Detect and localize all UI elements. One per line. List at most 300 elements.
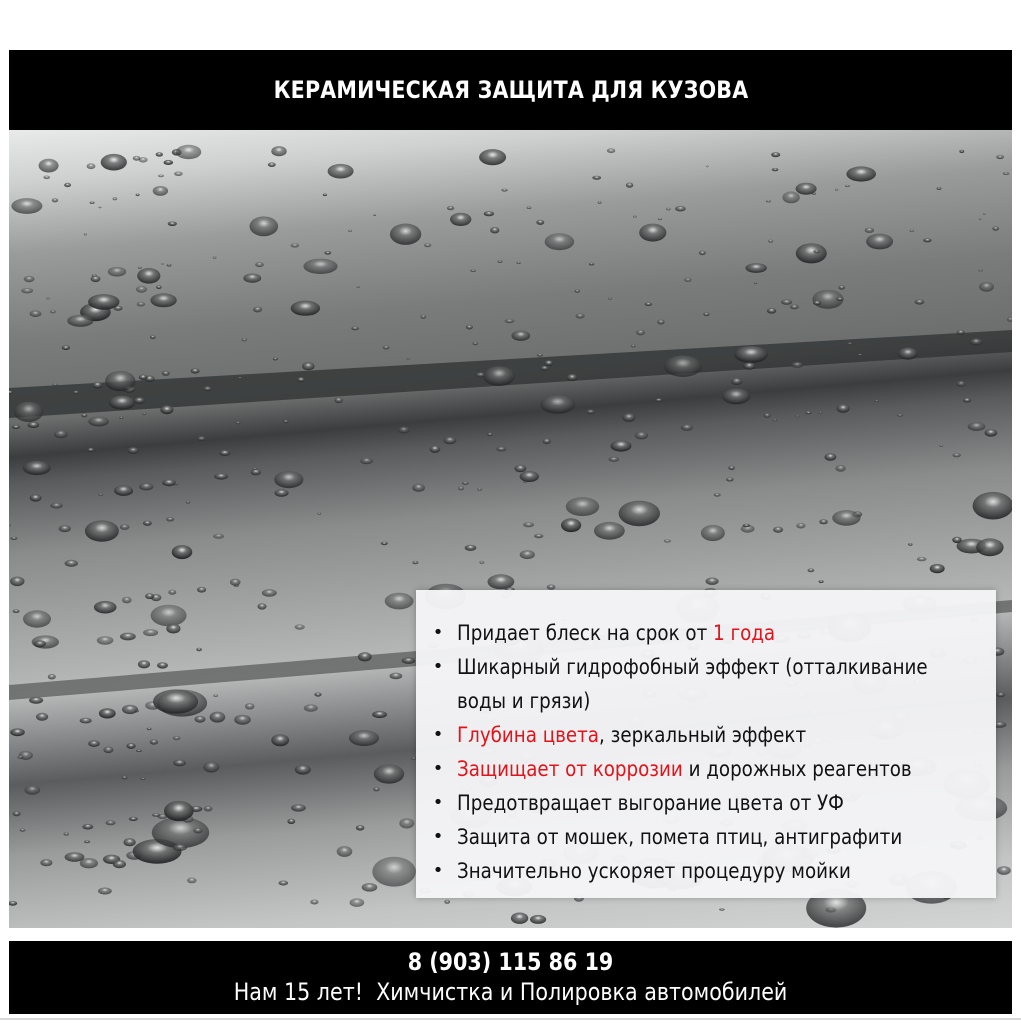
- water-droplet: [781, 299, 792, 304]
- water-droplet: [372, 857, 416, 887]
- water-droplet: [462, 482, 469, 485]
- water-droplet: [477, 488, 482, 491]
- water-droplet: [234, 715, 251, 725]
- footer-bar: [9, 941, 1012, 1014]
- water-droplet: [34, 640, 46, 647]
- water-droplet: [303, 259, 337, 274]
- water-droplet: [213, 694, 218, 697]
- water-droplet: [138, 660, 150, 668]
- water-droplet: [622, 413, 635, 422]
- water-droplet: [310, 900, 318, 905]
- water-droplet: [540, 395, 575, 414]
- water-droplet: [203, 386, 212, 391]
- water-droplet: [520, 550, 535, 559]
- water-droplet: [420, 315, 426, 319]
- water-droplet: [837, 404, 850, 413]
- water-droplet: [143, 629, 158, 636]
- benefit-text: [457, 854, 851, 888]
- water-droplet: [458, 486, 464, 490]
- benefit-item: [428, 650, 978, 718]
- water-droplet: [968, 422, 986, 431]
- water-droplet: [11, 198, 42, 214]
- water-droplet: [59, 525, 71, 532]
- benefit-highlight: Глубина цвета: [457, 723, 600, 747]
- bullet-icon: •: [432, 656, 444, 677]
- water-droplet: [470, 269, 476, 272]
- benefit-text: [457, 752, 912, 786]
- water-droplet: [598, 201, 602, 204]
- water-droplet: [953, 453, 961, 457]
- water-droplet: [9, 524, 11, 526]
- water-droplet: [88, 294, 119, 310]
- water-droplet: [196, 648, 202, 652]
- water-droplet: [48, 674, 56, 680]
- water-droplet: [23, 461, 51, 475]
- water-droplet: [412, 484, 425, 492]
- water-droplet: [819, 411, 822, 413]
- water-droplet: [544, 360, 553, 366]
- benefit-segment: Значительно ускоряет процедуру мойки: [457, 859, 851, 883]
- benefit-segment: воды и грязи): [457, 689, 591, 713]
- water-droplet: [172, 545, 193, 559]
- water-droplet: [633, 216, 637, 218]
- water-droplet: [979, 218, 982, 219]
- water-droplet: [314, 692, 321, 696]
- water-droplet: [324, 251, 331, 255]
- water-droplet: [167, 264, 172, 266]
- water-droplet: [447, 206, 454, 210]
- water-droplet: [636, 330, 645, 336]
- water-droplet: [402, 657, 416, 664]
- water-droplet: [287, 819, 295, 824]
- benefit-segment: , зеркальный эффект: [599, 723, 807, 747]
- water-droplet: [80, 718, 92, 724]
- water-droplet: [214, 473, 228, 479]
- water-droplet: [374, 764, 404, 784]
- water-droplet: [274, 489, 288, 496]
- water-droplet: [14, 402, 43, 422]
- water-droplet: [106, 820, 116, 825]
- water-droplet: [141, 778, 146, 780]
- water-droplet: [398, 427, 410, 434]
- water-droplet: [213, 256, 217, 259]
- water-droplet: [43, 176, 50, 180]
- water-droplet: [1007, 317, 1012, 322]
- water-droplet: [639, 224, 666, 242]
- water-droplet: [664, 355, 702, 377]
- water-droplet: [36, 713, 48, 721]
- water-droplet: [835, 465, 845, 472]
- water-droplet: [589, 263, 594, 266]
- bullet-icon: •: [432, 724, 444, 745]
- benefit-segment: Придает блеск на срок от: [457, 621, 714, 645]
- water-droplet: [505, 319, 515, 323]
- water-droplet: [845, 185, 850, 187]
- water-droplet: [743, 363, 755, 370]
- water-droplet: [124, 838, 136, 846]
- water-droplet: [631, 345, 636, 348]
- water-droplet: [655, 398, 662, 401]
- water-droplet: [291, 804, 306, 811]
- bottom-divider: [0, 1018, 1021, 1020]
- water-droplet: [67, 315, 93, 327]
- water-droplet: [490, 227, 499, 233]
- water-droplet: [796, 415, 800, 417]
- benefit-item: [428, 786, 978, 820]
- page-title: КЕРАМИЧЕСКАЯ ЗАЩИТА ДЛЯ КУЗОВА: [273, 76, 748, 104]
- water-droplet: [87, 448, 94, 452]
- benefit-item: [428, 854, 978, 888]
- water-droplet: [734, 346, 768, 363]
- water-droplet: [979, 282, 994, 292]
- water-droplet: [113, 197, 118, 200]
- water-droplet: [93, 382, 103, 389]
- water-droplet: [763, 413, 770, 418]
- water-droplet: [479, 561, 484, 564]
- water-droplet: [1003, 172, 1010, 175]
- water-droplet: [963, 398, 971, 403]
- water-droplet: [915, 299, 925, 304]
- water-droplet: [84, 233, 87, 235]
- water-droplet: [772, 168, 779, 171]
- water-droplet: [271, 146, 286, 156]
- water-droplet: [626, 183, 633, 188]
- water-droplet: [875, 400, 879, 402]
- water-droplet: [523, 522, 534, 527]
- water-droplet: [197, 436, 206, 441]
- water-droplet: [46, 298, 49, 300]
- water-droplet: [372, 711, 387, 718]
- water-droplet: [496, 447, 506, 452]
- water-droplet: [230, 579, 241, 586]
- water-droplet: [136, 286, 147, 293]
- water-droplet: [537, 354, 543, 357]
- water-droplet: [754, 282, 757, 284]
- water-droplet: [168, 590, 176, 595]
- benefit-segment: Предотвращает выгорание цвета от УФ: [457, 791, 844, 815]
- water-droplet: [81, 413, 87, 417]
- bullet-icon: •: [432, 826, 444, 847]
- water-droplet: [407, 358, 410, 360]
- water-droplet: [164, 801, 194, 821]
- water-droplet: [701, 525, 725, 541]
- water-droplet: [323, 194, 327, 197]
- water-droplet: [657, 320, 664, 325]
- water-droplet: [957, 330, 965, 335]
- water-droplet: [835, 189, 838, 191]
- water-droplet: [608, 297, 612, 299]
- water-droplet: [714, 493, 721, 497]
- water-droplet: [959, 150, 964, 153]
- benefit-item: [428, 616, 978, 650]
- water-droplet: [773, 527, 783, 533]
- water-droplet: [773, 419, 778, 421]
- water-droplet: [898, 348, 917, 360]
- water-droplet: [501, 189, 507, 192]
- water-droplet: [466, 325, 473, 330]
- water-droplet: [566, 497, 599, 516]
- water-droplet: [164, 160, 174, 165]
- water-droplet: [973, 492, 1012, 520]
- water-droplet: [534, 534, 543, 538]
- footer-tagline: Нам 15 лет! Химчистка и Полировка автомобилей: [233, 978, 788, 1006]
- benefit-item: [428, 718, 978, 752]
- water-droplet: [137, 302, 145, 307]
- water-droplet: [283, 420, 288, 423]
- water-droplet: [832, 510, 860, 526]
- water-droplet: [479, 149, 506, 165]
- water-droplet: [109, 396, 135, 410]
- water-droplet: [790, 304, 799, 309]
- water-droplet: [847, 342, 853, 345]
- water-droplet: [635, 431, 648, 439]
- water-droplet: [819, 519, 828, 524]
- water-droplet: [722, 389, 750, 405]
- water-droplet: [619, 501, 660, 527]
- water-droplet: [88, 417, 109, 427]
- water-droplet: [675, 206, 686, 212]
- water-droplet: [273, 357, 278, 360]
- water-droplet: [351, 327, 359, 331]
- water-droplet: [838, 285, 845, 289]
- water-droplet: [545, 233, 575, 250]
- water-droplet: [157, 662, 168, 668]
- water-droplet: [813, 301, 821, 306]
- water-droplet: [302, 362, 314, 370]
- water-droplet: [64, 832, 69, 835]
- water-droplet: [498, 260, 503, 263]
- water-droplet: [174, 172, 183, 177]
- water-droplet: [939, 445, 943, 447]
- water-droplet: [808, 568, 815, 572]
- water-droplet: [357, 286, 360, 288]
- water-droplet: [465, 545, 477, 551]
- water-droplet: [268, 162, 276, 167]
- water-droplet: [9, 901, 17, 906]
- water-droplet: [30, 494, 42, 501]
- water-droplet: [99, 493, 104, 496]
- water-droplet: [930, 564, 945, 573]
- water-droplet: [412, 561, 418, 565]
- bullet-icon: •: [432, 792, 444, 813]
- water-droplet: [956, 381, 966, 387]
- water-droplet: [703, 312, 709, 316]
- water-droplet: [99, 708, 116, 718]
- water-droplet: [97, 636, 114, 645]
- water-droplet: [561, 518, 581, 532]
- water-droplet: [250, 216, 279, 236]
- water-droplet: [82, 824, 93, 830]
- water-droplet: [728, 466, 735, 470]
- water-droplet: [540, 366, 549, 371]
- water-droplet: [120, 633, 136, 641]
- benefit-segment: и дорожных реагентов: [682, 757, 912, 781]
- water-droplet: [114, 485, 133, 496]
- water-droplet: [253, 307, 262, 313]
- water-droplet: [17, 756, 23, 759]
- water-droplet: [243, 273, 261, 282]
- water-droplet: [139, 374, 148, 380]
- water-droplet: [98, 207, 101, 209]
- benefits-box: [416, 590, 996, 898]
- water-droplet: [30, 310, 42, 317]
- water-droplet: [291, 243, 300, 247]
- water-droplet: [65, 560, 78, 567]
- water-droplet: [356, 825, 365, 831]
- water-droplet: [87, 163, 96, 169]
- water-droplet: [142, 412, 146, 415]
- water-droplet: [743, 524, 750, 527]
- water-droplet: [279, 881, 289, 886]
- water-droplet: [236, 421, 241, 424]
- benefit-text-continued: [457, 684, 910, 718]
- water-droplet: [158, 175, 164, 178]
- bullet-icon: •: [432, 860, 444, 881]
- water-droplet: [197, 587, 206, 593]
- water-droplet: [348, 230, 352, 232]
- water-droplet: [317, 512, 321, 514]
- water-droplet: [90, 202, 95, 204]
- water-droplet: [923, 238, 931, 242]
- water-droplet: [52, 383, 58, 386]
- phone-number[interactable]: 8 (903) 115 86 19: [407, 948, 614, 976]
- water-droplet: [684, 278, 692, 282]
- water-droplet: [271, 734, 289, 746]
- benefit-text: [457, 616, 775, 650]
- water-droplet: [390, 673, 403, 680]
- water-droplet: [611, 440, 632, 451]
- water-droplet: [917, 557, 927, 561]
- water-droplet: [25, 785, 41, 794]
- water-droplet: [84, 840, 90, 843]
- water-droplet: [12, 425, 20, 429]
- water-droplet: [94, 601, 117, 614]
- water-droplet: [473, 342, 479, 345]
- water-droplet: [360, 458, 373, 465]
- benefit-text: [457, 718, 806, 752]
- water-droplet: [910, 229, 915, 232]
- water-droplet: [819, 580, 824, 583]
- water-droplet: [487, 433, 492, 436]
- water-droplet: [381, 542, 388, 546]
- water-droplet: [160, 405, 173, 414]
- benefit-text: [457, 786, 844, 820]
- benefit-item: [428, 820, 978, 854]
- water-droplet: [162, 479, 176, 486]
- water-droplet: [101, 154, 127, 171]
- water-droplet: [699, 251, 706, 256]
- water-droplet: [796, 183, 817, 195]
- water-droplet: [52, 198, 58, 202]
- water-droplet: [985, 429, 998, 437]
- water-droplet: [527, 206, 532, 209]
- water-droplet: [238, 377, 243, 379]
- water-droplet: [251, 469, 261, 475]
- benefit-segment: Шикарный гидрофобный эффект (отталкивание: [457, 655, 928, 679]
- water-droplet: [213, 534, 224, 539]
- water-droplet: [996, 155, 1004, 159]
- water-droplet: [143, 521, 152, 526]
- water-droplet: [825, 453, 837, 461]
- water-droplet: [13, 811, 21, 816]
- water-droplet: [40, 859, 52, 866]
- water-droplet: [133, 156, 141, 161]
- benefit-segment: Защита от мошек, помета птиц, антиграфити: [457, 825, 903, 849]
- water-droplet: [731, 378, 742, 385]
- water-droplet: [567, 374, 578, 381]
- water-droplet: [866, 234, 893, 250]
- water-droplet: [768, 240, 773, 243]
- water-droplet: [20, 829, 26, 832]
- water-droplet: [151, 605, 187, 627]
- water-droplet: [127, 743, 136, 749]
- water-droplet: [10, 577, 24, 587]
- water-droplet: [173, 736, 181, 740]
- benefit-text: [457, 650, 928, 684]
- water-droplet: [50, 310, 56, 314]
- water-droplet: [767, 308, 776, 314]
- water-droplet: [908, 543, 913, 546]
- water-droplet: [865, 228, 874, 233]
- water-droplet: [976, 538, 1003, 556]
- water-droplet: [796, 243, 827, 263]
- water-droplet: [373, 214, 376, 216]
- water-droplet: [390, 224, 421, 245]
- water-droplet: [536, 220, 544, 225]
- water-droplet: [594, 522, 625, 540]
- water-droplet: [897, 414, 903, 417]
- water-droplet: [362, 883, 378, 892]
- water-droplet: [120, 524, 130, 530]
- water-droplet: [706, 578, 719, 585]
- water-droplet: [103, 747, 113, 754]
- water-droplet: [108, 267, 126, 277]
- water-droplet: [191, 368, 200, 373]
- water-droplet: [666, 208, 671, 211]
- water-droplet: [162, 371, 170, 376]
- water-droplet: [50, 503, 62, 509]
- header-bar: [9, 50, 1012, 130]
- water-droplet: [719, 908, 725, 911]
- benefit-highlight: 1 года: [713, 621, 776, 645]
- water-droplet: [186, 501, 190, 504]
- water-droplet: [645, 302, 652, 306]
- water-droplet: [168, 222, 177, 227]
- water-droplet: [91, 276, 101, 282]
- benefit-highlight: Защищает от коррозии: [457, 757, 683, 781]
- water-droplet: [349, 730, 379, 746]
- water-droplet: [10, 728, 25, 736]
- water-droplet: [664, 539, 671, 542]
- water-droplet: [358, 652, 372, 661]
- water-droplet: [253, 468, 257, 470]
- water-droplet: [295, 624, 305, 629]
- water-droplet: [836, 297, 844, 301]
- water-droplet: [970, 338, 982, 345]
- water-droplet: [21, 288, 33, 293]
- water-droplet: [152, 813, 160, 817]
- water-droplet: [574, 289, 580, 292]
- water-droplet: [10, 537, 17, 540]
- water-droplet: [858, 354, 863, 356]
- water-droplet: [586, 409, 595, 414]
- water-droplet: [771, 152, 780, 157]
- water-droplet: [547, 584, 556, 589]
- water-droplet: [952, 537, 962, 543]
- water-droplet: [136, 194, 140, 197]
- water-droplet: [137, 268, 160, 284]
- water-droplet: [334, 397, 343, 403]
